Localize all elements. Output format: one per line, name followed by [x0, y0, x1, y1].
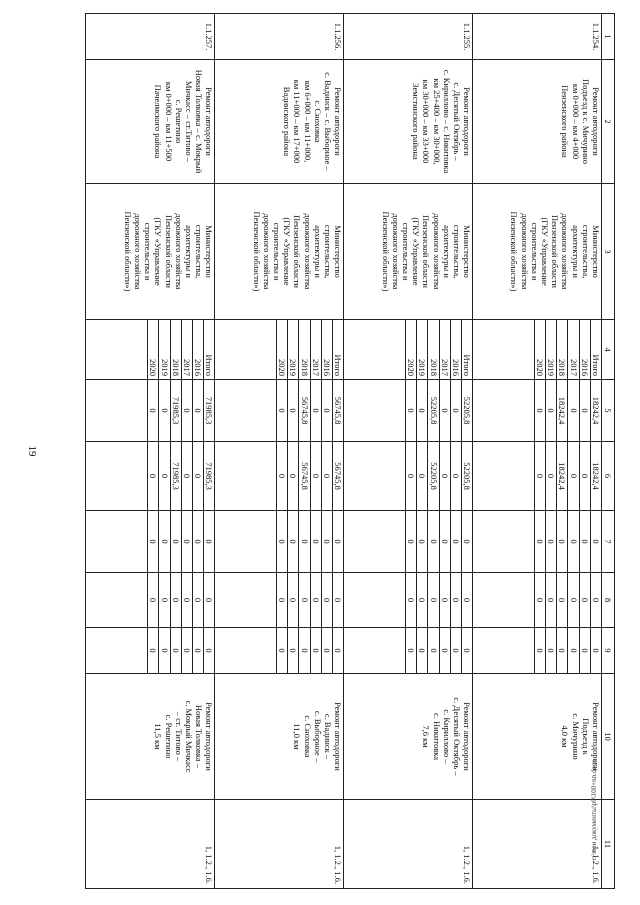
local-budget-value: 0	[534, 573, 545, 628]
empty-cell	[86, 380, 148, 442]
year-label: 2016	[579, 320, 590, 380]
federal-budget-value: 0	[428, 511, 439, 573]
row-id: 1.1.255.	[344, 14, 473, 60]
column-header: 11	[602, 800, 615, 889]
other-sources-value: 0	[534, 628, 545, 674]
federal-budget-value: 0	[310, 511, 321, 573]
local-budget-value: 0	[406, 573, 417, 628]
federal-budget-value: 0	[579, 511, 590, 573]
regional-budget-value: 0	[579, 442, 590, 511]
regional-budget-value: 56745,8	[333, 442, 344, 511]
local-budget-value: 0	[204, 573, 215, 628]
other-sources-value: 0	[310, 628, 321, 674]
responsible-org: Министерство строительства, архитектуры и дорожного хозяйства Пензенской области (ГКУ «Управление строительства и дорожного хозяйства Пензенской области»)	[86, 184, 215, 320]
regional-budget-value: 0	[534, 442, 545, 511]
column-header: 6	[602, 442, 615, 511]
other-sources-value: 0	[568, 628, 579, 674]
federal-budget-value: 0	[461, 511, 472, 573]
document-page	[75, 13, 615, 888]
local-budget-value: 0	[439, 573, 450, 628]
goal-reference: 1, 1.2., 1.6.	[215, 800, 344, 889]
regional-budget-value: 0	[546, 442, 557, 511]
other-sources-value: 0	[417, 628, 428, 674]
regional-budget-value: 52205,8	[428, 442, 439, 511]
column-header: 3	[602, 184, 615, 320]
year-label: 2018	[170, 320, 181, 380]
empty-cell	[473, 320, 535, 380]
federal-budget-value: 0	[204, 511, 215, 573]
federal-budget-value: 0	[333, 511, 344, 573]
year-label: 2018	[299, 320, 310, 380]
total-value: 18242,4	[590, 380, 601, 442]
total-value: 52205,8	[461, 380, 472, 442]
local-budget-value: 0	[579, 573, 590, 628]
year-label: Итого	[204, 320, 215, 380]
other-sources-value: 0	[590, 628, 601, 674]
year-label: 2017	[568, 320, 579, 380]
regional-budget-value: 0	[417, 442, 428, 511]
total-value: 0	[321, 380, 332, 442]
regional-budget-value: 0	[439, 442, 450, 511]
goal-reference: 1, 1.2., 1.6.	[473, 800, 602, 889]
empty-cell	[344, 320, 406, 380]
result-indicator: Ремонт автодороги с. Вадинск – с. Выборное – с. Сноховка 11,0 км	[215, 674, 344, 800]
federal-budget-value: 0	[450, 511, 461, 573]
header-row	[602, 14, 615, 889]
total-value: 0	[310, 380, 321, 442]
federal-budget-value: 0	[288, 511, 299, 573]
empty-cell	[215, 320, 277, 380]
local-budget-value: 0	[288, 573, 299, 628]
other-sources-value: 0	[170, 628, 181, 674]
other-sources-value: 0	[406, 628, 417, 674]
empty-cell	[344, 628, 406, 674]
year-label: 2019	[546, 320, 557, 380]
local-budget-value: 0	[417, 573, 428, 628]
regional-budget-value: 0	[568, 442, 579, 511]
responsible-org: Министерство строительства, архитектуры и дорожного хозяйства Пензенской области (ГКУ «Управление строительства и дорожного хозяйства Пензенской области»)	[344, 184, 473, 320]
regional-budget-value: 56745,8	[299, 442, 310, 511]
other-sources-value: 0	[333, 628, 344, 674]
year-label: 2020	[277, 320, 288, 380]
federal-budget-value: 0	[170, 511, 181, 573]
project-name: Ремонт автодороги с. Десятый Октябрь – с. Кириллово – с. Никитовка км 25+400 – км 30+000, км 30+000 – км 33+000 Земстинского района	[344, 60, 473, 184]
empty-cell	[86, 511, 148, 573]
year-label: 2016	[450, 320, 461, 380]
other-sources-value: 0	[204, 628, 215, 674]
local-budget-value: 0	[450, 573, 461, 628]
goal-reference: 1, 1.2., 1.6.	[344, 800, 473, 889]
program-table	[86, 13, 616, 889]
project-name: Ремонт автодороги Новая Толковка – с. Мокрый Мичкасс – ст.Титово – с. Решетино км 0+000 – км 11+500 Пачелмского района	[86, 60, 215, 184]
local-budget-value: 0	[461, 573, 472, 628]
other-sources-value: 0	[299, 628, 310, 674]
federal-budget-value: 0	[321, 511, 332, 573]
total-value: 0	[546, 380, 557, 442]
total-value: 52205,8	[428, 380, 439, 442]
federal-budget-value: 0	[193, 511, 204, 573]
local-budget-value: 0	[546, 573, 557, 628]
row-id: 1.1.254.	[473, 14, 602, 60]
year-label: 2017	[439, 320, 450, 380]
year-label: 2020	[148, 320, 159, 380]
column-header: 7	[602, 511, 615, 573]
regional-budget-value: 0	[181, 442, 192, 511]
regional-budget-value: 0	[277, 442, 288, 511]
column-header: 10	[602, 674, 615, 800]
empty-cell	[473, 442, 535, 511]
column-header: 9	[602, 628, 615, 674]
regional-budget-value: 52205,8	[461, 442, 472, 511]
empty-cell	[473, 573, 535, 628]
empty-cell	[344, 380, 406, 442]
other-sources-value: 0	[546, 628, 557, 674]
empty-cell	[344, 442, 406, 511]
local-budget-value: 0	[568, 573, 579, 628]
page-number: 19	[26, 445, 38, 457]
regional-budget-value: 18242,4	[590, 442, 601, 511]
year-label: Итого	[461, 320, 472, 380]
total-value: 0	[406, 380, 417, 442]
regional-budget-value: 0	[148, 442, 159, 511]
regional-budget-value: 0	[321, 442, 332, 511]
year-label: Итого	[333, 320, 344, 380]
responsible-org: Министерство строительства, архитектуры и дорожного хозяйства Пензенской области (ГКУ «Управление строительства и дорожного хозяйства Пензенской области»)	[473, 184, 602, 320]
total-value: 0	[568, 380, 579, 442]
other-sources-value: 0	[288, 628, 299, 674]
local-budget-value: 0	[181, 573, 192, 628]
empty-cell	[344, 573, 406, 628]
year-row	[333, 14, 344, 889]
federal-budget-value: 0	[181, 511, 192, 573]
other-sources-value: 0	[461, 628, 472, 674]
responsible-org: Министерство строительства, архитектуры и дорожного хозяйства Пензенской области (ГКУ «Управление строительства и дорожного хозяйства Пензенской области»)	[215, 184, 344, 320]
local-budget-value: 0	[321, 573, 332, 628]
empty-cell	[215, 511, 277, 573]
other-sources-value: 0	[277, 628, 288, 674]
column-header: 4	[602, 320, 615, 380]
total-value: 0	[288, 380, 299, 442]
regional-budget-value: 0	[159, 442, 170, 511]
row-id: 1.1.257.	[86, 14, 215, 60]
column-header: 5	[602, 380, 615, 442]
column-header: 1	[602, 14, 615, 60]
local-budget-value: 0	[333, 573, 344, 628]
row-id: 1.1.256.	[215, 14, 344, 60]
year-label: 2020	[406, 320, 417, 380]
empty-cell	[473, 380, 535, 442]
regional-budget-value: 71985,3	[170, 442, 181, 511]
federal-budget-value: 0	[417, 511, 428, 573]
local-budget-value: 0	[170, 573, 181, 628]
year-label: 2017	[181, 320, 192, 380]
total-value: 0	[417, 380, 428, 442]
year-label: Итого	[590, 320, 601, 380]
total-value: 56745,8	[333, 380, 344, 442]
federal-budget-value: 0	[439, 511, 450, 573]
federal-budget-value: 0	[590, 511, 601, 573]
empty-cell	[473, 628, 535, 674]
result-indicator: Ремонт автодороги с. Десятый Октябрь – с. Кириллово – с. Никитовка 7,6 км	[344, 674, 473, 800]
local-budget-value: 0	[193, 573, 204, 628]
year-row	[204, 14, 215, 889]
project-name: Ремонт автодороги с. Вадинск – с. Выборное – с. Сноховка км 6+000 – км 11+000, км 11+000 – км 17+000 Вадинского района	[215, 60, 344, 184]
federal-budget-value: 0	[277, 511, 288, 573]
year-row	[461, 14, 472, 889]
total-value: 0	[148, 380, 159, 442]
year-label: 2017	[310, 320, 321, 380]
total-value: 0	[579, 380, 590, 442]
local-budget-value: 0	[310, 573, 321, 628]
column-header: 8	[602, 573, 615, 628]
year-label: 2016	[321, 320, 332, 380]
federal-budget-value: 0	[546, 511, 557, 573]
regional-budget-value: 0	[310, 442, 321, 511]
total-value: 0	[439, 380, 450, 442]
other-sources-value: 0	[428, 628, 439, 674]
federal-budget-value: 0	[159, 511, 170, 573]
empty-cell	[86, 320, 148, 380]
regional-budget-value: 0	[450, 442, 461, 511]
result-indicator: Ремонт автодороги Новая Толковка – с. Мокрый Мичкасс – ст. Титово – с. Решетино 11,5 км	[86, 674, 215, 800]
empty-cell	[344, 511, 406, 573]
local-budget-value: 0	[277, 573, 288, 628]
local-budget-value: 0	[557, 573, 568, 628]
year-label: 2019	[417, 320, 428, 380]
other-sources-value: 0	[450, 628, 461, 674]
regional-budget-value: 0	[193, 442, 204, 511]
column-header: 2	[602, 60, 615, 184]
local-budget-value: 0	[428, 573, 439, 628]
year-label: 2016	[193, 320, 204, 380]
federal-budget-value: 0	[557, 511, 568, 573]
local-budget-value: 0	[159, 573, 170, 628]
year-row	[590, 14, 601, 889]
other-sources-value: 0	[181, 628, 192, 674]
federal-budget-value: 0	[406, 511, 417, 573]
year-label: 2018	[428, 320, 439, 380]
other-sources-value: 0	[439, 628, 450, 674]
empty-cell	[473, 511, 535, 573]
regional-budget-value: 0	[288, 442, 299, 511]
total-value: 56745,8	[299, 380, 310, 442]
empty-cell	[215, 573, 277, 628]
empty-cell	[215, 628, 277, 674]
total-value: 18242,4	[557, 380, 568, 442]
total-value: 0	[181, 380, 192, 442]
empty-cell	[215, 442, 277, 511]
total-value: 71985,3	[170, 380, 181, 442]
local-budget-value: 0	[148, 573, 159, 628]
goal-reference: 1, 1.2., 1.6.	[86, 800, 215, 889]
total-value: 0	[193, 380, 204, 442]
total-value: 0	[534, 380, 545, 442]
total-value: 0	[159, 380, 170, 442]
other-sources-value: 0	[159, 628, 170, 674]
empty-cell	[86, 442, 148, 511]
other-sources-value: 0	[557, 628, 568, 674]
federal-budget-value: 0	[299, 511, 310, 573]
empty-cell	[86, 628, 148, 674]
result-indicator: Ремонт автодороги Подъезд к с. Мичурино 4,0 км	[473, 674, 602, 800]
empty-cell	[86, 573, 148, 628]
local-budget-value: 0	[299, 573, 310, 628]
project-name: Ремонт автодороги Подъезд к с. Мичурино км 0+000 – км 4+000 Пензенского района	[473, 60, 602, 184]
year-label: 2019	[288, 320, 299, 380]
empty-cell	[215, 380, 277, 442]
regional-budget-value: 18242,4	[557, 442, 568, 511]
file-path: c:\мои документы\р0\100+nn.docx	[590, 759, 598, 861]
total-value: 0	[450, 380, 461, 442]
other-sources-value: 0	[148, 628, 159, 674]
year-label: 2018	[557, 320, 568, 380]
federal-budget-value: 0	[148, 511, 159, 573]
total-value: 71985,3	[204, 380, 215, 442]
other-sources-value: 0	[193, 628, 204, 674]
year-label: 2020	[534, 320, 545, 380]
federal-budget-value: 0	[568, 511, 579, 573]
regional-budget-value: 71985,3	[204, 442, 215, 511]
regional-budget-value: 0	[406, 442, 417, 511]
local-budget-value: 0	[590, 573, 601, 628]
total-value: 0	[277, 380, 288, 442]
other-sources-value: 0	[321, 628, 332, 674]
year-label: 2019	[159, 320, 170, 380]
other-sources-value: 0	[579, 628, 590, 674]
federal-budget-value: 0	[534, 511, 545, 573]
